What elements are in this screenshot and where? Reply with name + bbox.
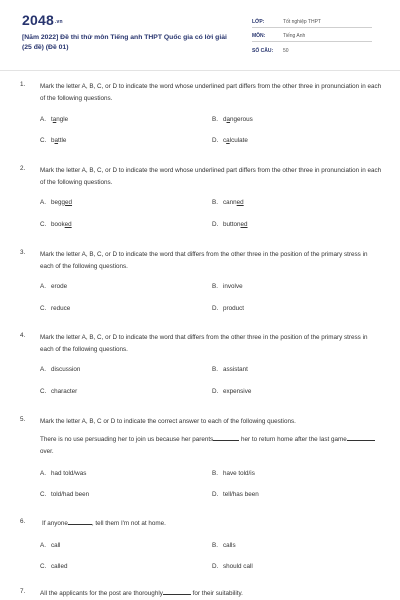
document-title: [Năm 2022] Đề thi thử môn Tiếng anh THPT Quốc gia có lời giải (25 đề) (Đề 01)	[22, 34, 227, 51]
question-prompt: Mark the letter A, B, C, or D to indicate the word whose underlined part differs from the other three in pronunciation in each of the following questions.	[40, 83, 382, 102]
option-d[interactable]: D. should call	[212, 563, 253, 570]
option-a[interactable]: A. call	[40, 542, 61, 549]
option-b[interactable]: B. involve	[212, 283, 243, 290]
question-number: 7.	[20, 588, 26, 595]
option-c[interactable]: C. character	[40, 388, 78, 395]
answer-blank	[68, 518, 92, 525]
question-number: 1.	[20, 81, 26, 88]
question-number: 3.	[20, 249, 26, 256]
option-c[interactable]: C. told/had been	[40, 491, 90, 498]
answer-blank	[347, 434, 375, 441]
question-prompt: Mark the letter A, B, C or D to indicate the correct answer to each of the following questions.	[40, 418, 296, 425]
option-b[interactable]: B. calls	[212, 542, 236, 549]
answer-blank	[163, 588, 191, 595]
question-body: There is no use persuading her to join us because her parents her to return home after the last game over.	[40, 434, 382, 457]
option-b[interactable]: B. assistant	[212, 366, 248, 373]
option-d[interactable]: D. tell/has been	[212, 491, 259, 498]
logo-text: 2048	[22, 12, 54, 28]
meta-row-class	[252, 14, 372, 28]
question-prompt: Mark the letter A, B, C, or D to indicate the word whose underlined part differs from the other three in pronunciation in each of the following questions.	[40, 167, 382, 186]
site-logo[interactable]	[22, 12, 63, 28]
option-a[interactable]: A. had told/was	[40, 470, 87, 477]
logo-domain: .vn	[54, 19, 63, 25]
meta-row-subject	[252, 28, 372, 42]
option-a[interactable]: A. erode	[40, 283, 68, 290]
question-number: 4.	[20, 332, 26, 339]
answer-blank	[213, 434, 239, 441]
meta-value: Tốt nghiệp THPT	[283, 19, 321, 25]
question-prompt: Mark the letter A, B, C, or D to indicate the word that differs from the other three in the position of the primary stress in each of the following questions.	[40, 334, 368, 353]
meta-table	[252, 14, 372, 56]
question-prompt: If anyone , tell them I'm not at home.	[42, 520, 166, 527]
option-d[interactable]: D. product	[212, 305, 245, 312]
meta-label: MÔN:	[252, 33, 266, 39]
option-d[interactable]: D. expensive	[212, 388, 252, 395]
option-b[interactable]: B. have told/is	[212, 470, 255, 477]
question-prompt: All the applicants for the post are thoroughly for their suitability.	[40, 590, 243, 597]
option-c[interactable]: C. booked	[40, 221, 72, 228]
meta-row-count	[252, 42, 372, 56]
question-number: 5.	[20, 416, 26, 423]
option-a[interactable]: A. begged	[40, 199, 73, 206]
option-c[interactable]: C. called	[40, 563, 68, 570]
meta-label: LỚP:	[252, 19, 265, 25]
meta-label: SỐ CÂU:	[252, 48, 274, 54]
option-a[interactable]: A. tangle	[40, 116, 69, 123]
option-a[interactable]: A. discussion	[40, 366, 81, 373]
header-divider	[0, 70, 400, 71]
question-number: 2.	[20, 165, 26, 172]
option-c[interactable]: C. battle	[40, 137, 67, 144]
question-prompt: Mark the letter A, B, C, or D to indicate the word that differs from the other three in the position of the primary stress in each of the following questions.	[40, 251, 368, 270]
meta-value: 50	[283, 48, 289, 54]
option-b[interactable]: B. dangerous	[212, 116, 253, 123]
option-d[interactable]: D. buttoned	[212, 221, 248, 228]
option-d[interactable]: D. calculate	[212, 137, 248, 144]
question-number: 6.	[20, 518, 26, 525]
option-c[interactable]: C. reduce	[40, 305, 71, 312]
meta-value: Tiếng Anh	[283, 33, 306, 39]
option-b[interactable]: B. canned	[212, 199, 244, 206]
